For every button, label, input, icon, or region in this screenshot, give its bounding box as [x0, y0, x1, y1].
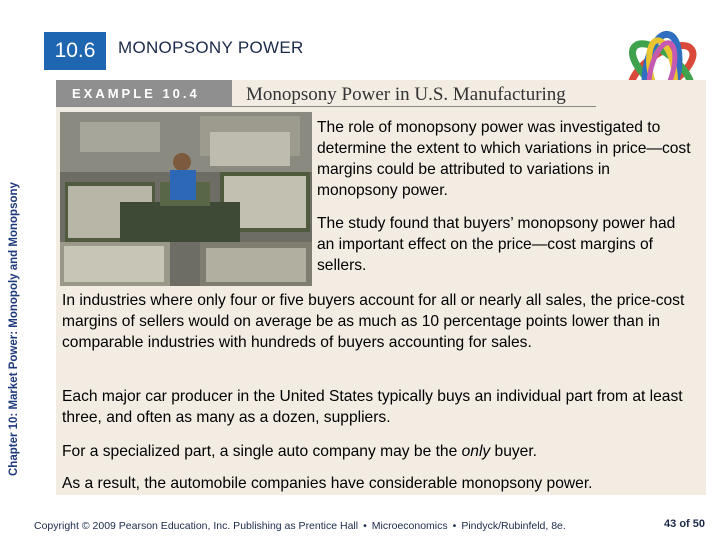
example-label: EXAMPLE 10.4 — [72, 86, 200, 101]
section-title: MONOPSONY POWER — [118, 38, 304, 57]
copyright-text: Copyright © 2009 Pearson Education, Inc. Publishing as Prentice Hall — [34, 520, 359, 532]
chapter-sidebar-label: Chapter 10: Market Power: Monopoly and Monopsony — [8, 182, 20, 476]
footer-separator: • — [452, 520, 457, 532]
example-title: Monopsony Power in U.S. Manufacturing — [246, 84, 566, 105]
page-current: 43 — [664, 518, 677, 530]
body-paragraph-4: Each major car producer in the United States typically buys an individual part from at least three, and often as many as a dozen, suppliers. — [62, 388, 683, 426]
p5-text-after: buyer. — [490, 443, 538, 460]
p5-emphasis: only — [461, 443, 491, 460]
body-paragraph-5 — [62, 441, 702, 462]
book-authors: Pindyck/Rubinfeld, 8e. — [461, 520, 566, 532]
body-paragraph-2: The study found that buyers’ monopsony power had an important effect on the price—cost margins of sellers. — [317, 215, 676, 274]
page-number — [664, 518, 705, 530]
factory-worker-photo — [60, 112, 312, 286]
body-paragraph-3: In industries where only four or five buyers account for all or nearly all sales, the price-cost margins of sellers would on average be as much as 10 percentage points lower than in comparable industries with hundreds of buyers accounting for sales. — [62, 292, 685, 351]
footer-copyright — [34, 520, 566, 532]
book-title: Microeconomics — [371, 520, 448, 532]
p5-text-before: For a specialized part, a single auto company may be the — [62, 443, 462, 460]
body-paragraph-1: The role of monopsony power was investigated to determine the extent to which variations in price—cost margins could be attributed to variations in monopsony power. — [317, 119, 691, 199]
body-paragraph-6: As a result, the automobile companies have considerable monopsony power. — [62, 475, 593, 492]
example-divider — [56, 106, 596, 107]
page-total: 50 — [692, 518, 706, 530]
footer-separator: • — [363, 520, 367, 532]
page-of: of — [679, 518, 690, 530]
section-number-badge: 10.6 — [44, 32, 106, 70]
